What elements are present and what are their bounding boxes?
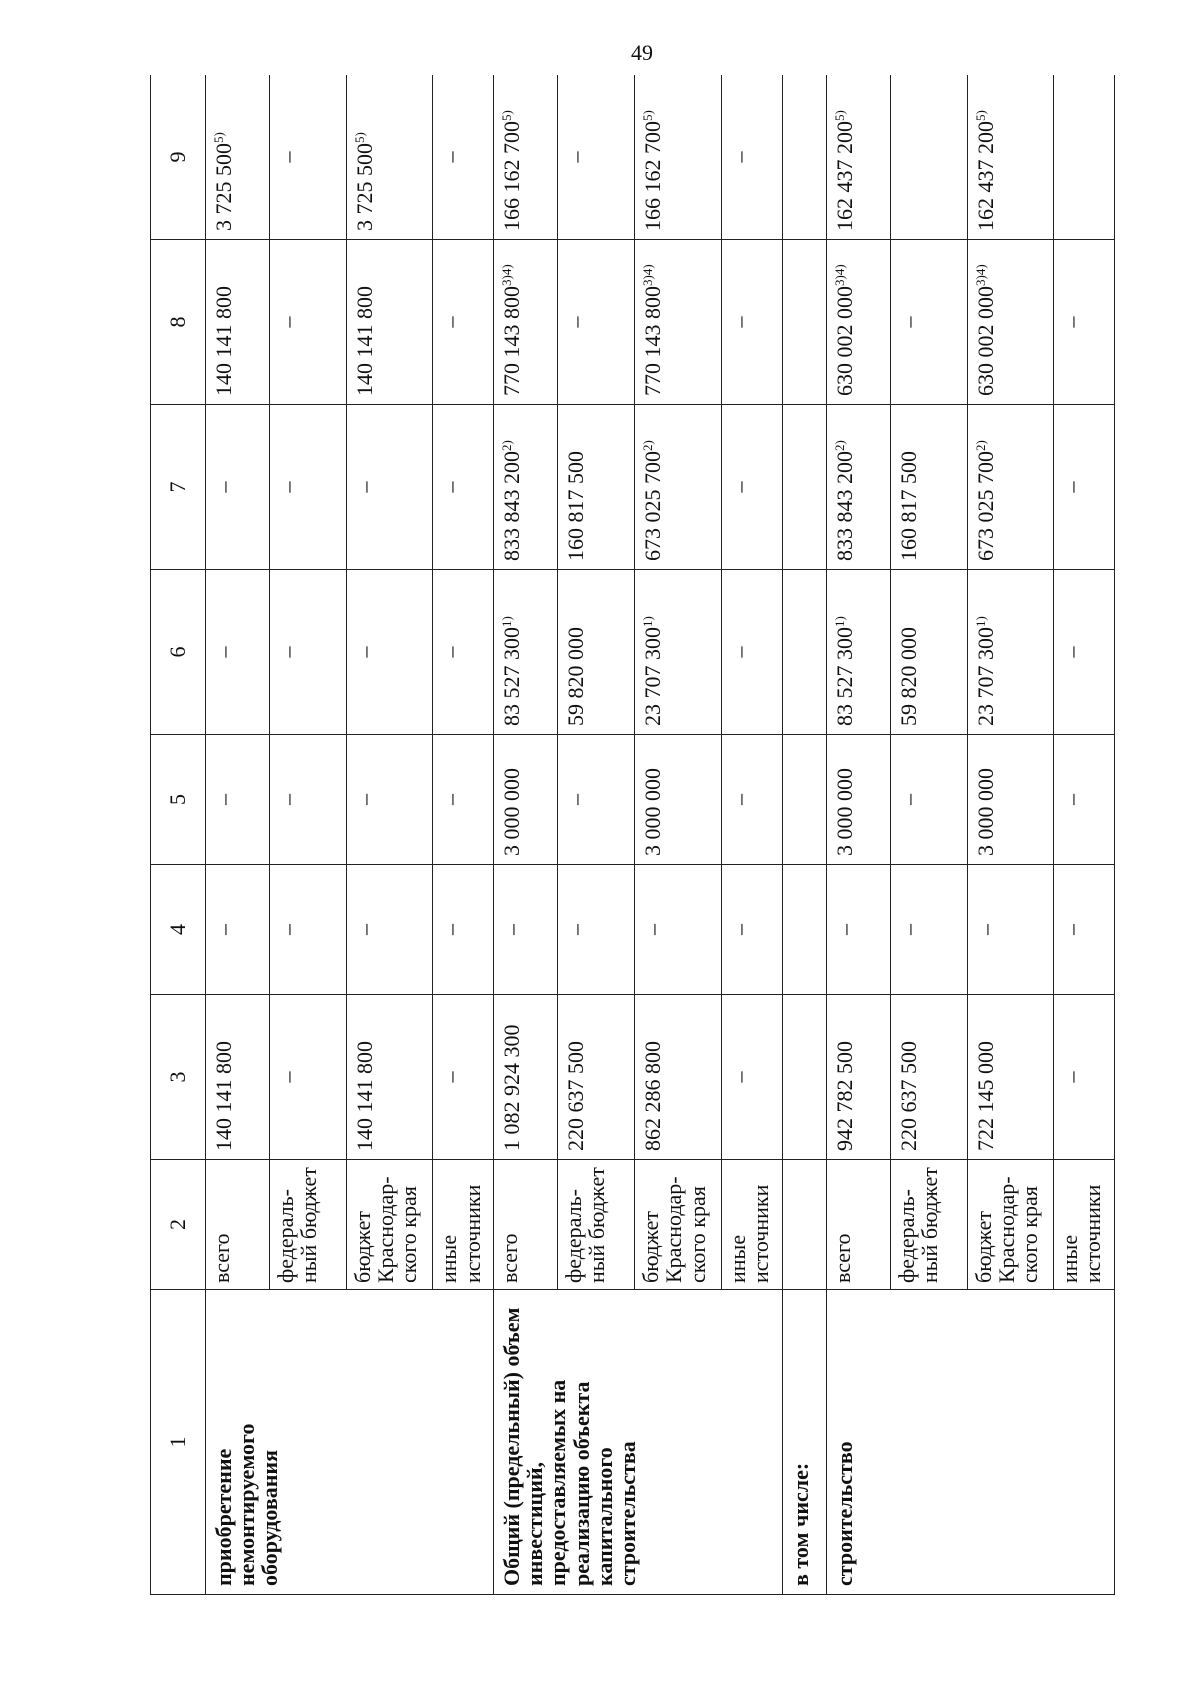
funding-source-text: бюджет Краснодар-ского края: [638, 1176, 710, 1283]
footnote-marker: 2): [499, 440, 515, 451]
value-cell-text: –: [726, 151, 752, 163]
header-cell: 3: [151, 995, 206, 1160]
funding-source-text: федераль-ный бюджет: [893, 1167, 942, 1283]
value-cell: [269, 570, 346, 735]
funding-source-text: федераль-ный бюджет: [561, 1167, 610, 1283]
value-cell: [826, 865, 890, 995]
value-cell: [269, 405, 346, 570]
value-cell: [433, 570, 494, 735]
value-cell-text: –: [211, 794, 236, 805]
value-cell-text: –: [726, 481, 752, 493]
value-cell: [206, 735, 270, 865]
value-cell-text: 770 143 800: [640, 286, 666, 396]
value-cell-text: 3 000 000: [831, 768, 857, 856]
header-cell: 7: [151, 405, 206, 570]
value-cell-text: 862 286 800: [640, 1041, 666, 1151]
value-cell: [269, 995, 346, 1160]
funding-source-text: всего: [497, 1233, 523, 1283]
value-cell-text: –: [352, 794, 378, 805]
subheading: [782, 1290, 826, 1595]
value-cell-text: 3 000 000: [640, 768, 666, 856]
value-cell: [890, 570, 967, 735]
value-cell: [1054, 865, 1115, 995]
financing-table: [150, 75, 1115, 1595]
value-cell-text: –: [1059, 924, 1085, 935]
value-cell-text: 160 817 500: [895, 451, 921, 561]
value-cell: [494, 570, 558, 735]
footnote-marker: 2): [972, 440, 988, 451]
value-cell: [494, 240, 558, 405]
value-cell-text: –: [211, 924, 236, 935]
value-cell-text: 770 143 800: [499, 286, 525, 396]
value-cell-text: 160 817 500: [563, 451, 589, 561]
value-cell-text: 140 141 800: [211, 286, 236, 396]
value-cell: [635, 865, 721, 995]
value-cell: [721, 405, 782, 570]
value-cell-text: –: [1059, 646, 1085, 658]
row-label: [826, 1290, 1114, 1595]
value-cell: [558, 240, 635, 405]
value-cell: [826, 735, 890, 865]
value-cell-text: –: [831, 924, 857, 935]
value-cell-text: 220 637 500: [563, 1041, 589, 1151]
value-cell-text: –: [895, 794, 921, 805]
footnote-marker: 3)4): [972, 264, 988, 286]
value-cell-text: 942 782 500: [831, 1041, 857, 1151]
value-cell-text: –: [726, 1071, 752, 1083]
value-cell-text: 3 000 000: [972, 768, 998, 856]
footnote-marker: 3)4): [499, 264, 515, 286]
header-cell: 1: [151, 1290, 206, 1595]
subheading-text: в том числе:: [787, 1462, 813, 1586]
value-cell-text: 83 527 300: [499, 627, 525, 726]
value-cell-text: 3 725 500: [211, 143, 236, 231]
empty-cell: [782, 1160, 826, 1290]
value-cell: [347, 735, 433, 865]
value-cell-text: 630 002 000: [972, 286, 998, 396]
funding-source-text: иные источники: [724, 1184, 773, 1283]
value-cell-text: 833 843 200: [499, 451, 525, 561]
value-cell: [433, 735, 494, 865]
value-cell: [826, 405, 890, 570]
value-cell: [967, 75, 1053, 240]
value-cell: [269, 735, 346, 865]
value-cell-text: –: [563, 924, 589, 935]
value-cell-text: –: [895, 924, 921, 935]
value-cell: [269, 865, 346, 995]
row-label-text: приобретение немонтируемого оборудования: [211, 1423, 283, 1586]
value-cell: [347, 405, 433, 570]
footnote-marker: 1): [499, 616, 515, 627]
value-cell: [1054, 570, 1115, 735]
value-cell: [721, 995, 782, 1160]
value-cell: [967, 570, 1053, 735]
value-cell: [1054, 405, 1115, 570]
value-cell-text: –: [438, 794, 464, 805]
value-cell: [347, 75, 433, 240]
header-cell: 5: [151, 735, 206, 865]
subheading-row: [782, 75, 826, 1595]
rotated-table-content: [150, 75, 1115, 1595]
value-cell-text: –: [1059, 794, 1085, 805]
funding-source-text: бюджет Краснодар-ского края: [970, 1176, 1042, 1283]
footnote-marker: 5): [972, 110, 988, 121]
empty-cell: [782, 995, 826, 1160]
value-cell-text: –: [499, 924, 525, 935]
value-cell: [558, 75, 635, 240]
value-cell-text: 673 025 700: [972, 451, 998, 561]
funding-source: [206, 1160, 270, 1290]
value-cell: [494, 995, 558, 1160]
funding-source: [433, 1160, 494, 1290]
value-cell-text: –: [726, 646, 752, 658]
value-cell: [721, 570, 782, 735]
value-cell-text: –: [438, 481, 464, 493]
funding-source-text: всего: [829, 1233, 855, 1283]
footnote-marker: 3)4): [831, 264, 847, 286]
value-cell-text: –: [274, 646, 300, 658]
value-cell-text: –: [274, 481, 300, 493]
value-cell-text: –: [352, 481, 378, 493]
value-cell: [347, 240, 433, 405]
value-cell: [433, 240, 494, 405]
value-cell: [826, 995, 890, 1160]
empty-cell: [782, 865, 826, 995]
funding-source: [826, 1160, 890, 1290]
funding-source: [635, 1160, 721, 1290]
value-cell: [558, 735, 635, 865]
value-cell: [1054, 240, 1115, 405]
value-cell: [433, 995, 494, 1160]
value-cell-text: 220 637 500: [895, 1041, 921, 1151]
value-cell-text: –: [211, 646, 236, 658]
footnote-marker: 1): [831, 616, 847, 627]
value-cell: [494, 735, 558, 865]
value-cell-text: –: [274, 151, 300, 163]
footnote-marker: 5): [831, 110, 847, 121]
value-cell: [433, 75, 494, 240]
value-cell: [890, 995, 967, 1160]
funding-source-text: федераль-ный бюджет: [272, 1167, 322, 1283]
value-cell: [269, 240, 346, 405]
value-cell-text: 59 820 000: [895, 627, 921, 726]
value-cell-text: 1 082 924 300: [499, 1024, 525, 1151]
value-cell: [347, 995, 433, 1160]
value-cell-text: –: [274, 924, 300, 935]
funding-source: [967, 1160, 1053, 1290]
value-cell-text: –: [563, 316, 589, 328]
value-cell-text: 83 527 300: [831, 627, 857, 726]
value-cell-text: 833 843 200: [831, 451, 857, 561]
value-cell-text: 673 025 700: [640, 451, 666, 561]
value-cell-text: –: [274, 316, 300, 328]
value-cell-text: –: [211, 481, 236, 493]
funding-source: [721, 1160, 782, 1290]
value-cell: [206, 570, 270, 735]
value-cell: [890, 735, 967, 865]
value-cell-text: –: [726, 316, 752, 328]
value-cell-text: –: [1059, 316, 1085, 328]
value-cell: [206, 75, 270, 240]
value-cell: [890, 405, 967, 570]
value-cell: [1054, 735, 1115, 865]
header-cell: 2: [151, 1160, 206, 1290]
footnote-marker: 1): [640, 616, 656, 627]
empty-cell: [782, 405, 826, 570]
header-cell: 8: [151, 240, 206, 405]
value-cell: [494, 865, 558, 995]
value-cell-text: –: [895, 316, 921, 328]
funding-source-text: всего: [209, 1233, 234, 1283]
value-cell-text: –: [438, 151, 464, 163]
funding-source: [269, 1160, 346, 1290]
funding-source: [1054, 1160, 1115, 1290]
value-cell-text: –: [274, 794, 300, 805]
footnote-marker: 2): [640, 440, 656, 451]
value-cell: [1054, 995, 1115, 1160]
value-cell-text: –: [726, 924, 752, 935]
value-cell: [967, 735, 1053, 865]
value-cell: [967, 405, 1053, 570]
value-cell: [494, 75, 558, 240]
value-cell-text: 162 437 200: [972, 121, 998, 231]
value-cell: [721, 735, 782, 865]
value-cell: [826, 240, 890, 405]
value-cell-text: –: [438, 646, 464, 658]
value-cell: [347, 570, 433, 735]
empty-cell: [782, 240, 826, 405]
header-cell: 6: [151, 570, 206, 735]
value-cell-text: –: [438, 1071, 464, 1083]
value-cell-text: 162 437 200: [831, 121, 857, 231]
table-row: [206, 75, 270, 1595]
header-cell: 9: [151, 75, 206, 240]
value-cell-text: 23 707 300: [972, 627, 998, 726]
value-cell: [206, 240, 270, 405]
value-cell: [890, 865, 967, 995]
value-cell-text: –: [1059, 1071, 1085, 1083]
value-cell: [558, 405, 635, 570]
value-cell-text: 140 141 800: [352, 1041, 378, 1151]
page-number: 49: [631, 40, 653, 65]
value-cell: [206, 405, 270, 570]
row-label: [494, 1290, 782, 1595]
table-row: [826, 75, 890, 1595]
value-cell: [269, 75, 346, 240]
value-cell: [721, 865, 782, 995]
value-cell-text: 166 162 700: [640, 121, 666, 231]
value-cell-text: –: [352, 924, 378, 935]
value-cell: [635, 995, 721, 1160]
value-cell: [558, 865, 635, 995]
value-cell: [635, 75, 721, 240]
value-cell: [826, 570, 890, 735]
value-cell: [1054, 75, 1115, 240]
footnote-marker: 5): [352, 132, 368, 143]
value-cell-text: –: [726, 794, 752, 805]
value-cell-text: –: [640, 924, 666, 935]
value-cell: [890, 240, 967, 405]
value-cell: [967, 240, 1053, 405]
footnote-marker: 2): [831, 440, 847, 451]
value-cell-text: 23 707 300: [640, 627, 666, 726]
value-cell: [635, 405, 721, 570]
value-cell: [635, 570, 721, 735]
footnote-marker: 5): [211, 132, 226, 143]
value-cell-text: 722 145 000: [972, 1041, 998, 1151]
row-label: [206, 1290, 494, 1595]
value-cell: [826, 75, 890, 240]
value-cell: [433, 865, 494, 995]
value-cell: [635, 240, 721, 405]
value-cell-text: –: [563, 151, 589, 163]
value-cell: [206, 865, 270, 995]
rotated-table-frame: [150, 75, 1115, 1595]
value-cell: [635, 735, 721, 865]
value-cell: [967, 865, 1053, 995]
footnote-marker: 3)4): [640, 264, 656, 286]
value-cell: [433, 405, 494, 570]
empty-cell: [782, 75, 826, 240]
footnote-marker: 5): [499, 110, 515, 121]
value-cell: [494, 405, 558, 570]
value-cell: [890, 75, 967, 240]
value-cell: [347, 865, 433, 995]
value-cell-text: –: [274, 1071, 300, 1083]
funding-source: [347, 1160, 433, 1290]
value-cell: [558, 995, 635, 1160]
footnote-marker: 5): [640, 110, 656, 121]
value-cell-text: 3 000 000: [499, 768, 525, 856]
value-cell-text: 166 162 700: [499, 121, 525, 231]
funding-source-text: бюджет Краснодар-ского края: [350, 1176, 422, 1283]
table-row: [494, 75, 558, 1595]
value-cell: [721, 240, 782, 405]
table-body: [206, 75, 1115, 1595]
value-cell-text: –: [1059, 481, 1085, 493]
value-cell-text: 59 820 000: [563, 627, 589, 726]
value-cell: [721, 75, 782, 240]
funding-source: [890, 1160, 967, 1290]
row-label-text: Общий (предельный) объем инвестиций, предоставляемых на реализацию объекта капитального строительства: [499, 1307, 640, 1586]
row-label-text: строительство: [831, 1441, 857, 1586]
value-cell-text: 140 141 800: [352, 286, 378, 396]
value-cell-text: –: [972, 924, 998, 935]
value-cell-text: 140 141 800: [211, 1041, 236, 1151]
funding-source: [494, 1160, 558, 1290]
funding-source-text: иные источники: [436, 1184, 485, 1283]
footnote-marker: 1): [972, 616, 988, 627]
value-cell: [558, 570, 635, 735]
value-cell: [206, 995, 270, 1160]
value-cell-text: –: [438, 924, 464, 935]
empty-cell: [782, 735, 826, 865]
value-cell: [967, 995, 1053, 1160]
funding-source: [558, 1160, 635, 1290]
value-cell-text: –: [438, 316, 464, 328]
value-cell-text: –: [352, 646, 378, 658]
funding-source-text: иные источники: [1057, 1184, 1106, 1283]
header-row: [151, 75, 206, 1595]
value-cell-text: 3 725 500: [352, 143, 378, 231]
value-cell-text: –: [563, 794, 589, 805]
value-cell-text: 630 002 000: [831, 286, 857, 396]
header-cell: 4: [151, 865, 206, 995]
empty-cell: [782, 570, 826, 735]
